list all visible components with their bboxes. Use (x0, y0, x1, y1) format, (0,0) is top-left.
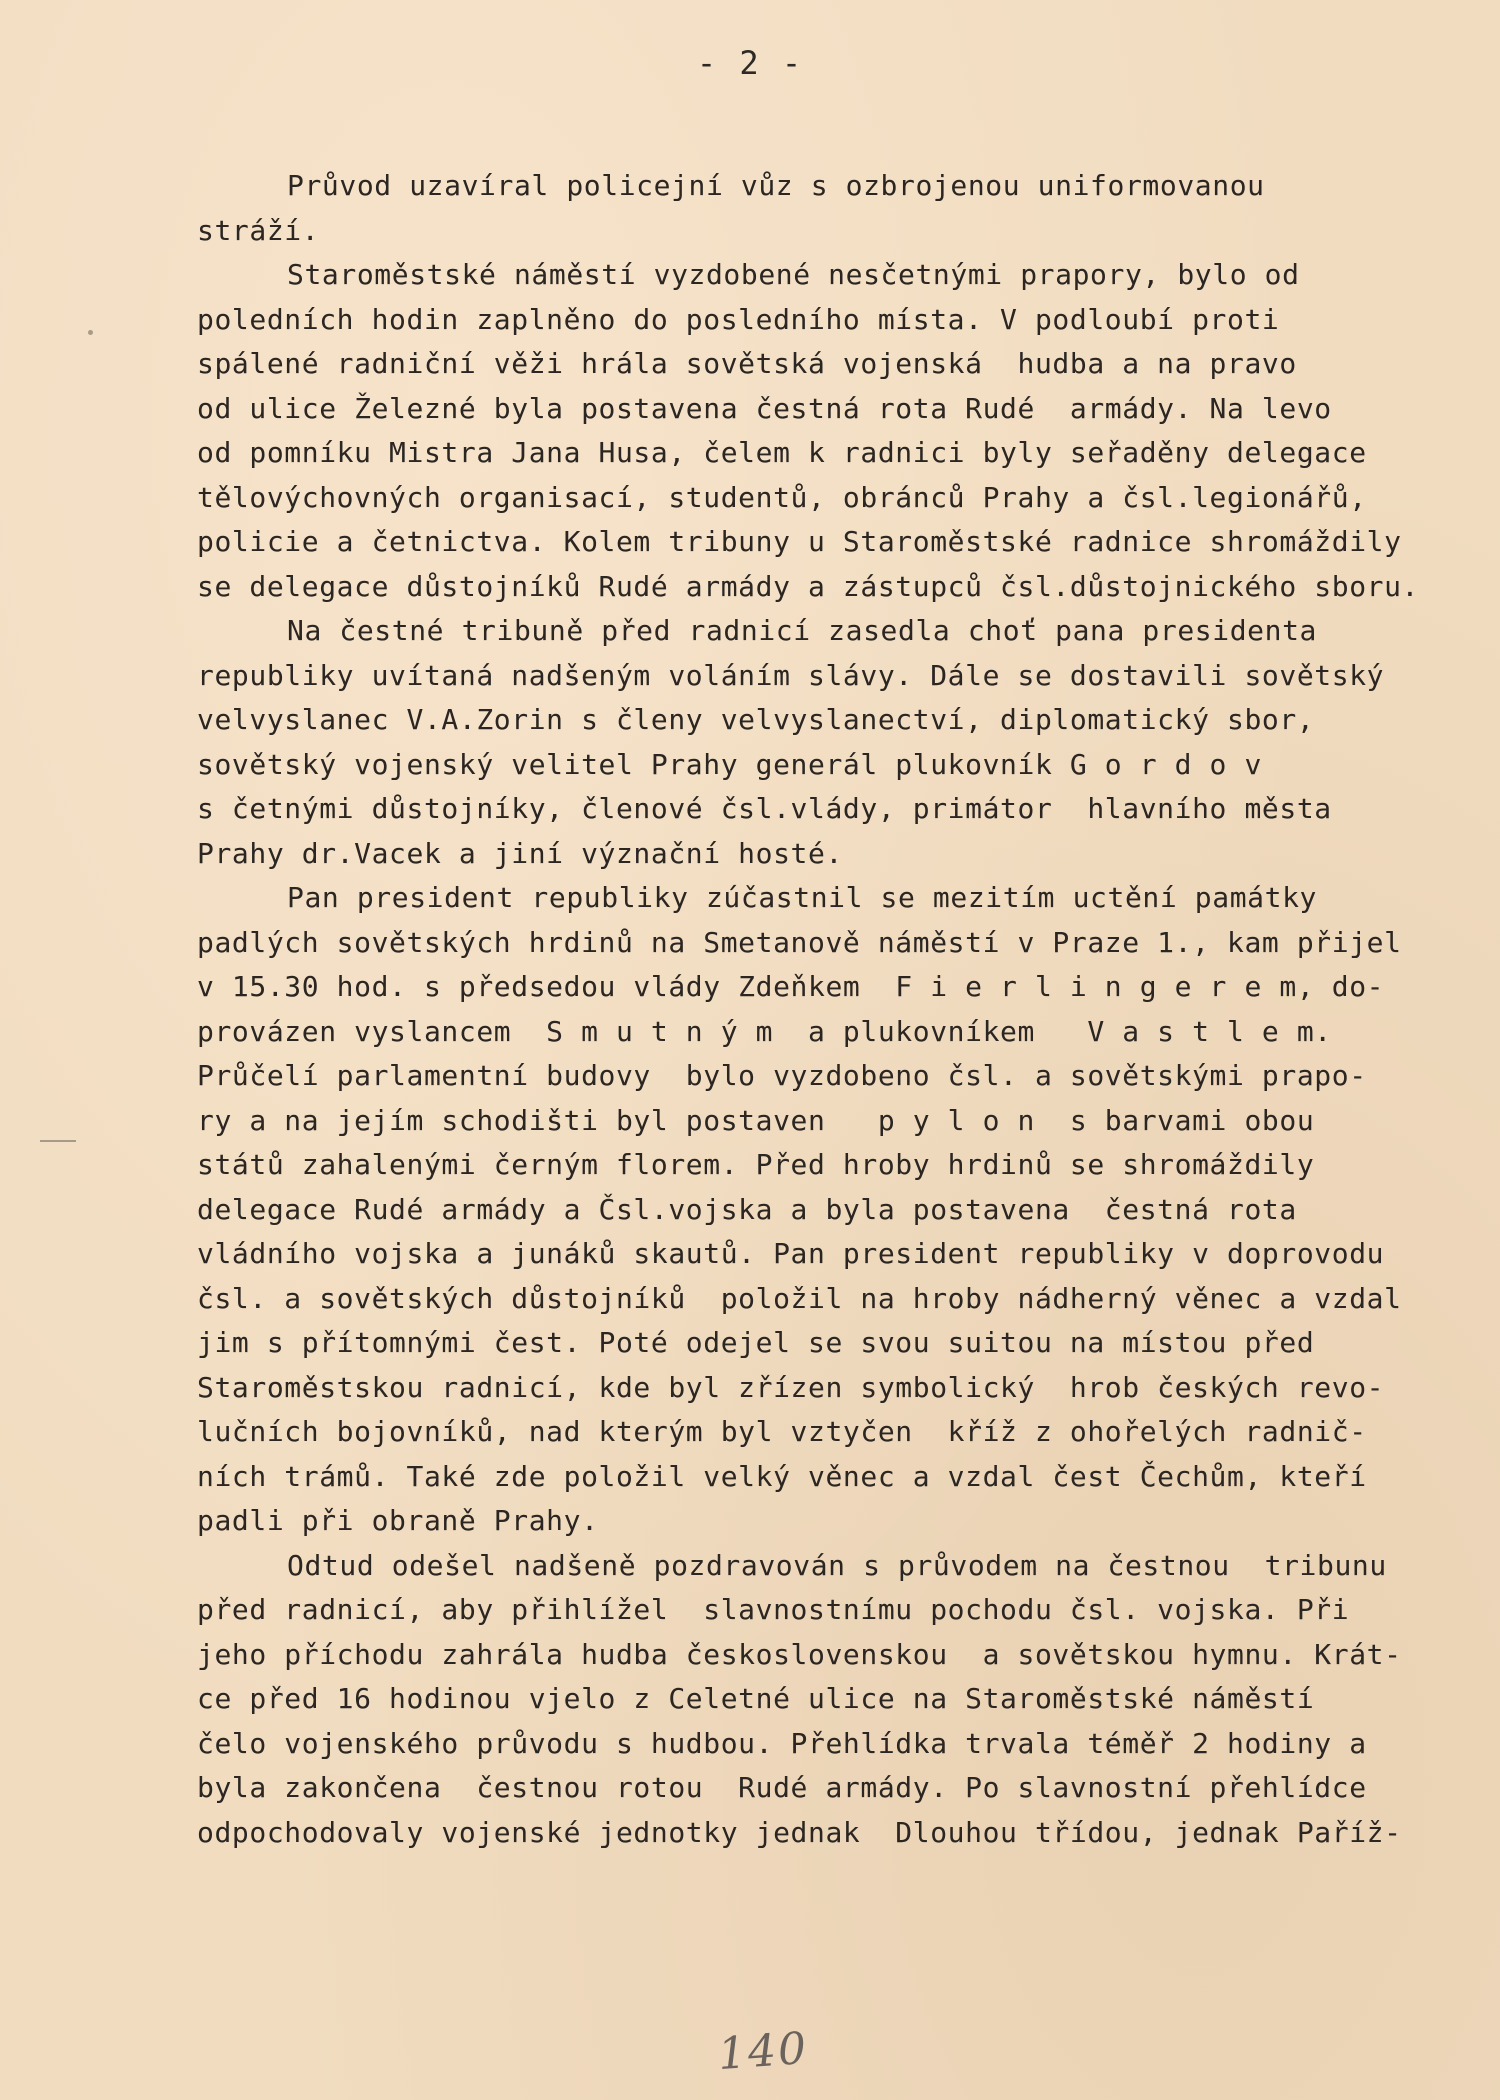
text-line: odpochodovaly vojenské jednotky jednak Dlouhou třídou, jednak Paříž- (197, 1815, 1402, 1849)
text-line: ry a na jejím schodišti byl postaven p y l o n s barvami obou (197, 1103, 1315, 1137)
text-line: padlých sovětských hrdinů na Smetanově náměstí v Praze 1., kam přijel (197, 925, 1402, 959)
text-line: spálené radniční věži hrála sovětská vojenská hudba a na pravo (197, 347, 1297, 380)
text-line: lučních bojovníků, nad kterým byl vztyčen kříž z ohořelých radnič- (197, 1415, 1367, 1448)
text-line: v 15.30 hod. s předsedou vlády Zdeňkem F i e r l i n g e r e m, do- (197, 970, 1385, 1003)
text-line: Staroměstské náměstí vyzdobené nesčetnými prapory, bylo od (287, 258, 1300, 291)
text-line: čsl. a sovětských důstojníků položil na hroby nádherný věnec a vzdal (197, 1281, 1402, 1315)
text-line: Prahy dr.Vacek a jiní význační hosté. (197, 836, 843, 870)
text-line: se delegace důstojníků Rudé armády a zástupců čsl.důstojnického sboru. (197, 569, 1420, 603)
text-line: stráží. (197, 213, 320, 247)
text-line: republiky uvítaná nadšeným voláním slávy. Dále se dostavili sovětský (197, 658, 1385, 692)
text-line: od ulice Železné byla postavena čestná rota Rudé armády. Na levo (197, 391, 1332, 425)
text-line: s četnými důstojníky, členové čsl.vlády, primátor hlavního města (197, 792, 1332, 825)
text-line: Průvod uzavíral policejní vůz s ozbrojenou uniformovanou (287, 169, 1265, 202)
text-line: Průčelí parlamentní budovy bylo vyzdobeno čsl. a sovětskými prapo- (197, 1059, 1367, 1092)
text-line: jim s přítomnými čest. Poté odejel se svou suitou na místou před (197, 1326, 1315, 1359)
text-line: sovětský vojenský velitel Prahy generál plukovník G o r d o v (197, 747, 1262, 781)
text-line: poledních hodin zaplněno do posledního místa. V podloubí proti (197, 302, 1280, 336)
text-line: provázen vyslancem S m u t n ý m a plukovníkem V a s t l e m. (197, 1014, 1332, 1048)
handwritten-folio-number: 140 (716, 2022, 810, 2081)
text-line: jeho příchodu zahrála hudba československou a sovětskou hymnu. Krát- (197, 1637, 1402, 1671)
text-line: padli při obraně Prahy. (197, 1504, 599, 1537)
text-line: od pomníku Mistra Jana Husa, čelem k radnici byly seřaděny delegace (197, 436, 1367, 469)
text-line: Pan president republiky zúčastnil se mezitím uctění památky (287, 881, 1317, 914)
text-line: Odtud odešel nadšeně pozdravován s průvodem na čestnou tribunu (287, 1548, 1387, 1582)
text-line: vládního vojska a junáků skautů. Pan president republiky v doprovodu (197, 1237, 1385, 1270)
text-line: ce před 16 hodinou vjelo z Celetné ulice na Staroměstské náměstí (197, 1682, 1315, 1715)
margin-mark (88, 330, 93, 335)
text-line: policie a četnictva. Kolem tribuny u Staroměstské radnice shromáždily (197, 525, 1402, 558)
text-line: ních trámů. Také zde položil velký věnec a vzdal čest Čechům, kteří (197, 1459, 1367, 1493)
text-line: Staroměstskou radnicí, kde byl zřízen symbolický hrob českých revo- (197, 1370, 1385, 1404)
text-line: čelo vojenského průvodu s hudbou. Přehlídka trvala téměř 2 hodiny a (197, 1726, 1367, 1760)
margin-mark (40, 1140, 76, 1142)
text-line: států zahalenými černým florem. Před hroby hrdinů se shromáždily (197, 1148, 1315, 1181)
text-line: Na čestné tribuně před radnicí zasedla choť pana presidenta (287, 614, 1317, 647)
body-text (197, 164, 1487, 1855)
page-number: - 2 - (696, 44, 804, 82)
text-line: před radnicí, aby přihlížel slavnostnímu pochodu čsl. vojska. Při (197, 1593, 1350, 1626)
text-line: tělovýchovných organisací, studentů, obránců Prahy a čsl.legionářů, (197, 480, 1367, 514)
text-line: delegace Rudé armády a Čsl.vojska a byla postavena čestná rota (197, 1192, 1297, 1226)
text-line: velvyslanec V.A.Zorin s členy velvyslanectví, diplomatický sbor, (197, 703, 1315, 736)
text-line: byla zakončena čestnou rotou Rudé armády. Po slavnostní přehlídce (197, 1771, 1367, 1804)
